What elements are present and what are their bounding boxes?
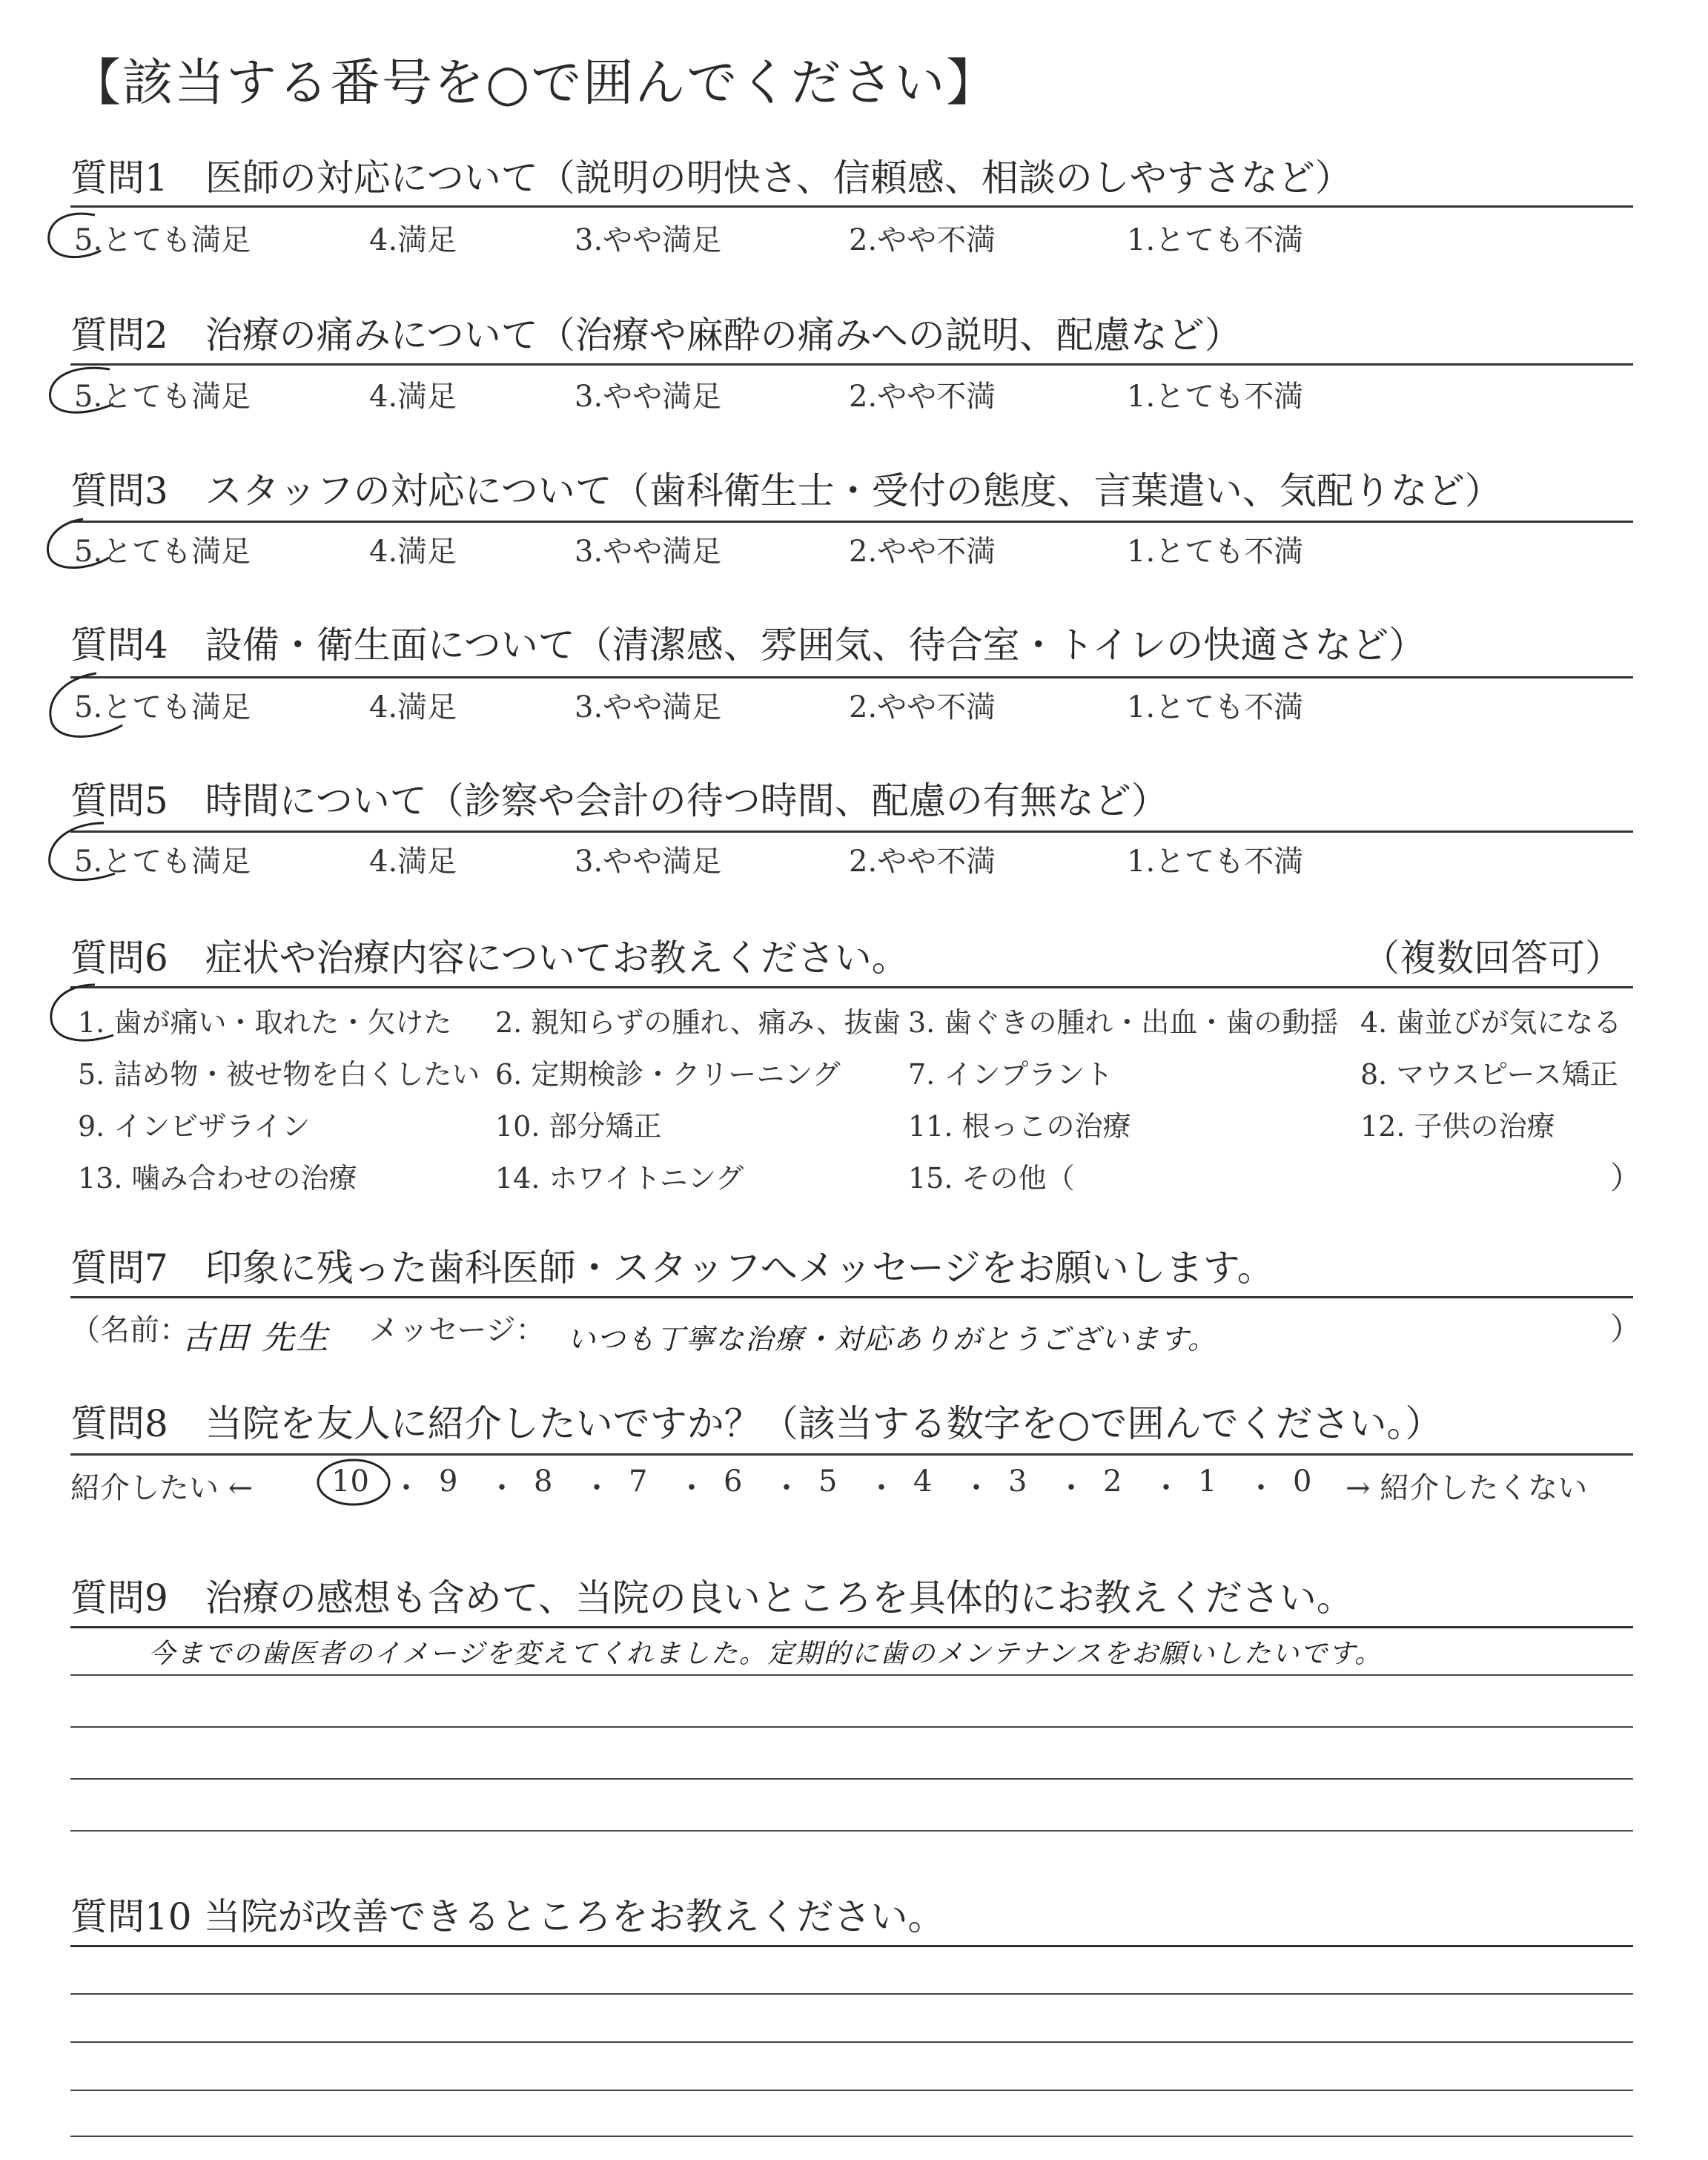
selection-circle-q4 xyxy=(41,667,145,749)
other-close-paren: ） xyxy=(1610,1160,1642,1196)
selection-circle-q8 xyxy=(315,1456,397,1509)
divider xyxy=(70,1453,1633,1456)
q6-option[interactable]: 10. 部分矯正 xyxy=(495,1110,662,1143)
scale-10[interactable]: 10 xyxy=(331,1464,369,1499)
option-2[interactable]: 2.やや不満 xyxy=(849,690,996,724)
option-2[interactable]: 2.やや不満 xyxy=(849,223,996,257)
option-1[interactable]: 1.とても不満 xyxy=(1127,223,1304,257)
option-1[interactable]: 1.とても不満 xyxy=(1127,535,1304,569)
option-5[interactable]: 5.とても満足 xyxy=(74,223,251,257)
question-8-title: 質問8 当院を友人に紹介したいですか？（該当する数字を○で囲んでください。） xyxy=(70,1402,1443,1445)
question-4-title: 質問4 設備・衛生面について（清潔感、雰囲気、待合室・トイレの快適さなど） xyxy=(70,624,1426,667)
q6-option[interactable]: 1. 歯が痛い・取れた・欠けた xyxy=(78,1006,452,1039)
divider xyxy=(70,363,1633,366)
answer-line xyxy=(70,1993,1633,1995)
selection-circle-q3 xyxy=(39,512,128,578)
form-header: 【該当する番号を○で囲んでください】 xyxy=(70,54,999,113)
scale-1[interactable]: 1 xyxy=(1198,1464,1217,1499)
option-3[interactable]: 3.やや満足 xyxy=(575,380,722,414)
q9-answer[interactable]: 今までの歯医者のイメージを変えてくれました。定期的に歯のメンテナンスをお願いしたいです。 xyxy=(148,1639,1383,1669)
option-4[interactable]: 4.満足 xyxy=(369,690,457,724)
selection-circle-q6 xyxy=(43,977,125,1051)
q6-option[interactable]: 2. 親知らずの腫れ、痛み、抜歯 xyxy=(495,1006,901,1039)
q6-option[interactable]: 3. 歯ぐきの腫れ・出血・歯の動揺 xyxy=(908,1006,1339,1039)
option-3[interactable]: 3.やや満足 xyxy=(575,845,722,879)
scale-3[interactable]: 3 xyxy=(1008,1464,1027,1499)
scale-separator: ・ xyxy=(867,1471,896,1505)
answer-line xyxy=(70,1726,1633,1728)
answer-line xyxy=(70,1778,1633,1780)
scale-2[interactable]: 2 xyxy=(1103,1464,1122,1499)
divider xyxy=(70,521,1633,523)
question-2-title: 質問2 治療の痛みについて（治療や麻酔の痛みへの説明、配慮など） xyxy=(70,314,1242,357)
answer-line xyxy=(70,2090,1633,2091)
q6-option[interactable]: 9. インビザライン xyxy=(78,1110,311,1143)
scale-separator: ・ xyxy=(961,1471,991,1505)
option-5[interactable]: 5.とても満足 xyxy=(74,535,251,569)
divider xyxy=(70,1626,1633,1628)
option-4[interactable]: 4.満足 xyxy=(369,223,457,257)
answer-line xyxy=(70,2041,1633,2043)
q6-option[interactable]: 6. 定期検診・クリーニング xyxy=(495,1058,841,1091)
question-3-title: 質問3 スタッフの対応について（歯科衛生士・受付の態度、言葉遣い、気配りなど） xyxy=(70,469,1502,512)
option-3[interactable]: 3.やや満足 xyxy=(575,690,722,724)
q6-option[interactable]: 11. 根っこの治療 xyxy=(908,1110,1131,1143)
scale-8[interactable]: 8 xyxy=(534,1464,553,1499)
scale-9[interactable]: 9 xyxy=(439,1464,458,1499)
question-7-title: 質問7 印象に残った歯科医師・スタッフへメッセージをお願いします。 xyxy=(70,1246,1274,1289)
option-1[interactable]: 1.とても不満 xyxy=(1127,690,1304,724)
scale-7[interactable]: 7 xyxy=(629,1464,648,1499)
scale-separator: ・ xyxy=(391,1471,421,1505)
scale-4[interactable]: 4 xyxy=(913,1464,933,1499)
recommend-left-label: 紹介したい ← xyxy=(70,1471,254,1505)
message-value[interactable]: いつも丁寧な治療・対応ありがとうございます。 xyxy=(567,1323,1217,1355)
scale-separator: ・ xyxy=(582,1471,612,1505)
divider xyxy=(70,205,1633,208)
selection-circle-q5 xyxy=(41,816,137,890)
scale-0[interactable]: 0 xyxy=(1293,1464,1312,1499)
option-4[interactable]: 4.満足 xyxy=(369,535,457,569)
answer-line xyxy=(70,1674,1633,1676)
divider xyxy=(70,1296,1633,1298)
divider xyxy=(70,676,1633,678)
q6-option[interactable]: 14. ホワイトニング xyxy=(495,1162,744,1195)
option-5[interactable]: 5.とても満足 xyxy=(74,845,251,879)
recommend-right-label: → 紹介したくない xyxy=(1345,1471,1588,1505)
scale-separator: ・ xyxy=(772,1471,801,1505)
q6-option[interactable]: 15. その他（ xyxy=(908,1162,1075,1195)
scale-separator: ・ xyxy=(1056,1471,1086,1505)
question-9-title: 質問9 治療の感想も含めて、当院の良いところを具体的にお教えください。 xyxy=(70,1576,1354,1619)
option-3[interactable]: 3.やや満足 xyxy=(575,535,722,569)
question-5-title: 質問5 時間について（診察や会計の待つ時間、配慮の有無など） xyxy=(70,779,1168,822)
option-1[interactable]: 1.とても不満 xyxy=(1127,380,1304,414)
answer-line xyxy=(70,1830,1633,1832)
message-close-paren: ） xyxy=(1610,1311,1642,1347)
scale-separator: ・ xyxy=(1246,1471,1276,1505)
option-1[interactable]: 1.とても不満 xyxy=(1127,845,1304,879)
option-5[interactable]: 5.とても満足 xyxy=(74,380,251,414)
selection-circle-q2 xyxy=(43,363,132,423)
option-5[interactable]: 5.とても満足 xyxy=(74,690,251,724)
scale-separator: ・ xyxy=(677,1471,706,1505)
divider xyxy=(70,986,1633,988)
question-6-title: 質問6 症状や治療内容についてお教えください。 xyxy=(70,937,909,980)
name-label: （名前： xyxy=(70,1313,189,1347)
name-value[interactable]: 古田 先生 xyxy=(182,1319,330,1357)
multiple-answers-note: （複数回答可） xyxy=(1363,937,1622,980)
selection-circle-q1 xyxy=(43,208,117,267)
q6-option[interactable]: 7. インプラント xyxy=(908,1058,1113,1091)
divider xyxy=(70,830,1633,833)
q6-option[interactable]: 13. 噛み合わせの治療 xyxy=(78,1162,357,1195)
question-1-title: 質問1 医師の対応について（説明の明快さ、信頼感、相談のしやすさなど） xyxy=(70,156,1352,199)
option-2[interactable]: 2.やや不満 xyxy=(849,535,996,569)
q6-option[interactable]: 8. マウスピース矯正 xyxy=(1360,1058,1618,1091)
question-10-title: 質問10 当院が改善できるところをお教えください。 xyxy=(70,1895,945,1938)
q6-option[interactable]: 5. 詰め物・被せ物を白くしたい xyxy=(78,1058,480,1091)
scale-separator: ・ xyxy=(1151,1471,1181,1505)
answer-line xyxy=(70,2136,1633,2137)
scale-6[interactable]: 6 xyxy=(724,1464,743,1499)
option-2[interactable]: 2.やや不満 xyxy=(849,380,996,414)
scale-5[interactable]: 5 xyxy=(818,1464,838,1499)
q6-option[interactable]: 4. 歯並びが気になる xyxy=(1360,1006,1622,1039)
scale-separator: ・ xyxy=(487,1471,517,1505)
option-4[interactable]: 4.満足 xyxy=(369,845,457,879)
q6-option[interactable]: 12. 子供の治療 xyxy=(1360,1110,1555,1143)
option-4[interactable]: 4.満足 xyxy=(369,380,457,414)
message-label: メッセージ： xyxy=(369,1313,546,1347)
option-2[interactable]: 2.やや不満 xyxy=(849,845,996,879)
divider xyxy=(70,1945,1633,1947)
option-3[interactable]: 3.やや満足 xyxy=(575,223,722,257)
